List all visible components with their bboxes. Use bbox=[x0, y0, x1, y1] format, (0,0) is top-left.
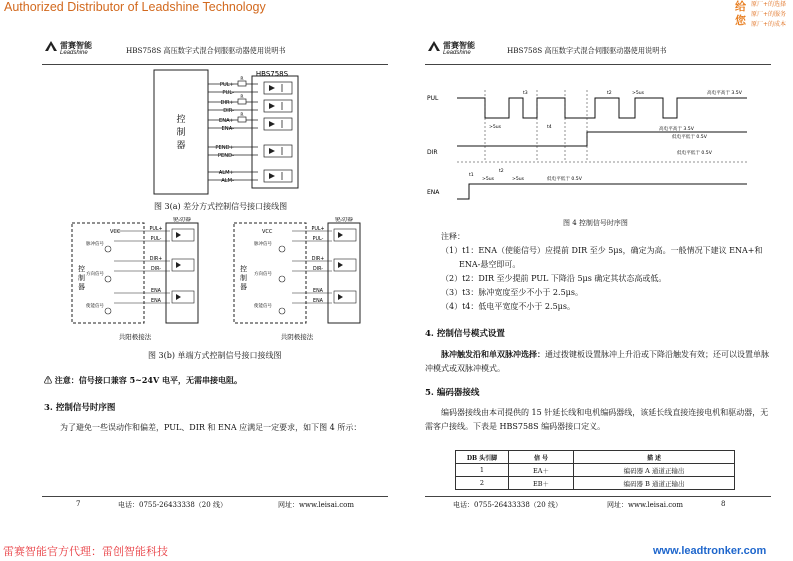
optocoupler bbox=[172, 229, 194, 241]
section-3-title: 3. 控制信号时序图 bbox=[44, 403, 116, 413]
signal-label: PUL- bbox=[222, 90, 234, 96]
note-2: （2）t2：DIR 至少提前 PUL 下降沿 5μs 确定其状态高或低。 bbox=[441, 274, 667, 283]
optocoupler bbox=[264, 145, 292, 157]
optocoupler bbox=[264, 100, 292, 112]
connection-type-left: 共阳极接法 bbox=[118, 333, 152, 341]
figure-3b-caption: 图 3(b) 单端方式控制信号接口接线图 bbox=[148, 351, 282, 360]
figure-3b-left-diagram bbox=[70, 217, 200, 345]
timing-signal-label: DIR bbox=[427, 149, 438, 156]
section-4-text: 通过拨键板设置脉冲上升沿或下降沿触发有效；还可以设置单脉冲模式或双脉冲模式。 bbox=[425, 350, 769, 373]
transistor bbox=[279, 246, 285, 252]
footer-rule bbox=[425, 496, 771, 497]
signal-note-text: 注意：信号接口兼容 5~24V 电平，无需串接电阻。 bbox=[54, 375, 242, 385]
stamp-char-1: 给 bbox=[735, 0, 746, 13]
connection-type-right: 共阴极接法 bbox=[280, 333, 314, 341]
signal-label: ENA- bbox=[221, 126, 234, 132]
signal-label: PEND- bbox=[217, 153, 234, 159]
page-number-8: 8 bbox=[721, 500, 726, 508]
encoder-table bbox=[455, 450, 735, 490]
optocoupler bbox=[264, 170, 292, 182]
timing-annotation: >5us bbox=[482, 177, 495, 182]
header-rule bbox=[42, 64, 388, 65]
optocoupler bbox=[264, 118, 292, 130]
resistor-label: R bbox=[240, 77, 244, 82]
optocoupler bbox=[172, 291, 194, 303]
figure-3a-diagram bbox=[150, 68, 302, 198]
table-cell: EB＋ bbox=[509, 477, 574, 490]
distributor-stamp bbox=[735, 0, 793, 34]
table-row bbox=[456, 477, 735, 490]
vcc-label-left: VCC bbox=[110, 229, 121, 235]
signal-label: PEND+ bbox=[215, 145, 234, 151]
driver-label-right: 驱动器 bbox=[334, 217, 354, 223]
stamp-line-1: 原厂+的选择 bbox=[751, 1, 787, 8]
resistor-label: R bbox=[240, 113, 244, 118]
signal-label: ENA bbox=[313, 299, 323, 304]
note-4: （4）t4：低电平宽度不小于 2.5μs。 bbox=[441, 302, 575, 311]
stamp-char-2: 您 bbox=[735, 14, 746, 27]
footer-website: 网址：www.leisai.com bbox=[278, 501, 354, 509]
header-title: HBS758S 高压数字式混合伺服驱动器使用说明书 bbox=[126, 46, 286, 55]
table-row bbox=[456, 464, 735, 477]
stamp-line-2: 原厂+的服务 bbox=[751, 11, 787, 18]
optocoupler bbox=[334, 291, 356, 303]
signal-label: PUL+ bbox=[311, 227, 325, 232]
header-title: HBS758S 高压数字式混合伺服驱动器使用说明书 bbox=[507, 46, 667, 55]
logo-cn: 雷赛智能 bbox=[443, 40, 475, 50]
signal-label: ENA bbox=[313, 289, 323, 294]
notes-title: 注释： bbox=[441, 232, 465, 241]
logo-cn: 雷赛智能 bbox=[60, 40, 92, 50]
footer-rule bbox=[42, 496, 388, 497]
signal-label: DIR+ bbox=[311, 257, 325, 262]
signal-label: ENA bbox=[151, 299, 161, 304]
section-4-lead: 脉冲触发沿和单双脉冲选择： bbox=[441, 349, 545, 359]
figure-4-caption: 图 4 控制信号时序图 bbox=[563, 219, 628, 227]
note-3: （3）t3：脉冲宽度至少不小于 2.5μs。 bbox=[441, 288, 583, 297]
signal-type-label: 脉冲信号 bbox=[254, 242, 272, 247]
timing-annotation: 高电平高于 3.5V bbox=[707, 91, 742, 96]
official-agent-banner: 雷赛智能官方代理：雷创智能科技 bbox=[3, 546, 168, 558]
section-4-paragraph bbox=[425, 347, 771, 376]
driver-name-label: HBS758S bbox=[255, 70, 289, 78]
leadshine-logo-icon bbox=[44, 40, 58, 52]
section-3-paragraph: 为了避免一些误动作和偏差，PUL、DIR 和 ENA 应满足一定要求，如下图 4 所示： bbox=[60, 423, 362, 432]
signal-type-label: 方向信号 bbox=[86, 272, 104, 277]
transistor bbox=[105, 246, 111, 252]
vcc-label-right: VCC bbox=[262, 229, 273, 235]
header-rule bbox=[425, 64, 771, 65]
section-4-title: 4. 控制信号模式设置 bbox=[425, 329, 505, 339]
controller-label-right: 控制器 bbox=[240, 265, 247, 291]
th-pin: DB 头引脚 bbox=[456, 451, 509, 464]
warning-icon: ⚠ bbox=[44, 375, 52, 385]
timing-annotation: t3 bbox=[523, 91, 528, 96]
signal-label: DIR- bbox=[223, 108, 234, 114]
table-cell: 2 bbox=[456, 477, 509, 490]
signal-label: PUL+ bbox=[149, 227, 163, 232]
controller-label: 控制器 bbox=[176, 115, 186, 151]
optocoupler bbox=[334, 259, 356, 271]
signal-label: DIR- bbox=[313, 267, 323, 272]
stamp-line-3: 原厂+的成本 bbox=[751, 21, 787, 28]
footer-phone: 电话：0755-26433338（20 线） bbox=[118, 501, 227, 509]
signal-label: PUL- bbox=[312, 237, 324, 242]
section-5-paragraph: 编码器接线由本司提供的 15 针延长线和电机编码器线，该延长线直接连接电机和驱动器，无需客户接线。下表是 HBS758S 编码器接口定义。 bbox=[425, 408, 769, 431]
optocoupler bbox=[172, 259, 194, 271]
signal-type-label: 使能信号 bbox=[254, 304, 272, 309]
timing-annotation: 低电平低于 0.5V bbox=[672, 135, 707, 140]
optocoupler bbox=[264, 82, 292, 94]
driver-label-left: 驱动器 bbox=[172, 217, 192, 223]
table-cell: 编码器 B 通道正输出 bbox=[574, 477, 735, 490]
signal-type-label: 脉冲信号 bbox=[86, 242, 104, 247]
timing-annotation: t1 bbox=[469, 173, 474, 178]
section-5-title: 5. 编码器接线 bbox=[425, 388, 480, 398]
signal-label: PUL+ bbox=[219, 82, 234, 88]
timing-annotation: >5us bbox=[512, 177, 525, 182]
transistor bbox=[105, 308, 111, 314]
timing-annotation: t4 bbox=[547, 125, 552, 130]
signal-type-label: 使能信号 bbox=[86, 304, 104, 309]
page-number-7: 7 bbox=[76, 500, 81, 508]
table-cell: EA＋ bbox=[509, 464, 574, 477]
note-1: （1）t1：ENA（使能信号）应提前 DIR 至少 5μs，确定为高。一般情况下建议 ENA+和 ENA-悬空即可。 bbox=[441, 246, 763, 269]
th-desc: 描 述 bbox=[574, 451, 735, 464]
ena-waveform bbox=[457, 184, 747, 199]
timing-signal-label: PUL bbox=[427, 95, 439, 102]
table-cell: 1 bbox=[456, 464, 509, 477]
notes-list bbox=[441, 244, 771, 314]
signal-label: ENA bbox=[151, 289, 161, 294]
footer-website: 网址：www.leisai.com bbox=[607, 501, 683, 509]
controller-label-left: 控制器 bbox=[78, 265, 85, 291]
site-link[interactable]: www.leadtronker.com bbox=[653, 545, 767, 557]
timing-annotation: t2 bbox=[607, 91, 612, 96]
signal-note bbox=[44, 375, 242, 386]
signal-label: DIR- bbox=[151, 267, 161, 272]
left-page bbox=[0, 40, 396, 518]
signal-label: PUL- bbox=[150, 237, 162, 242]
figure-3a-caption: 图 3(a) 差分方式控制信号接口接线图 bbox=[154, 202, 288, 211]
transistor bbox=[279, 276, 285, 282]
timing-annotation: >5us bbox=[489, 125, 502, 130]
signal-type-label: 方向信号 bbox=[254, 272, 272, 277]
timing-annotation: 低电平低于 0.5V bbox=[677, 151, 712, 156]
transistor bbox=[279, 308, 285, 314]
table-cell: 编码器 A 通道正输出 bbox=[574, 464, 735, 477]
table-header-row bbox=[456, 451, 735, 464]
timing-diagram bbox=[427, 84, 757, 214]
right-page bbox=[397, 40, 793, 518]
timing-annotation: >5us bbox=[632, 91, 645, 96]
signal-label: DIR+ bbox=[149, 257, 163, 262]
timing-annotation: 低电平低于 0.5V bbox=[547, 177, 582, 182]
resistor-label: R bbox=[240, 95, 244, 100]
timing-annotation: 高电平高于 3.5V bbox=[659, 127, 694, 132]
timing-signal-label: ENA bbox=[427, 189, 440, 196]
logo-en: Leadshine bbox=[60, 50, 88, 56]
transistor bbox=[105, 276, 111, 282]
distributor-banner: Authorized Distributor of Leadshine Technology bbox=[4, 0, 266, 14]
optocoupler bbox=[334, 229, 356, 241]
th-signal: 信 号 bbox=[509, 451, 574, 464]
signal-label: DIR+ bbox=[220, 100, 234, 106]
logo-en: Leadshine bbox=[443, 50, 471, 56]
footer-phone: 电话：0755-26433338（20 线） bbox=[453, 501, 562, 509]
signal-label: ALM- bbox=[221, 178, 234, 184]
signal-label: ENA+ bbox=[218, 118, 234, 124]
signal-label: ALM+ bbox=[218, 170, 234, 176]
leadshine-logo-icon bbox=[427, 40, 441, 52]
figure-3b-right-diagram bbox=[232, 217, 362, 345]
timing-annotation: t2 bbox=[499, 169, 504, 174]
pul-waveform bbox=[457, 98, 747, 118]
